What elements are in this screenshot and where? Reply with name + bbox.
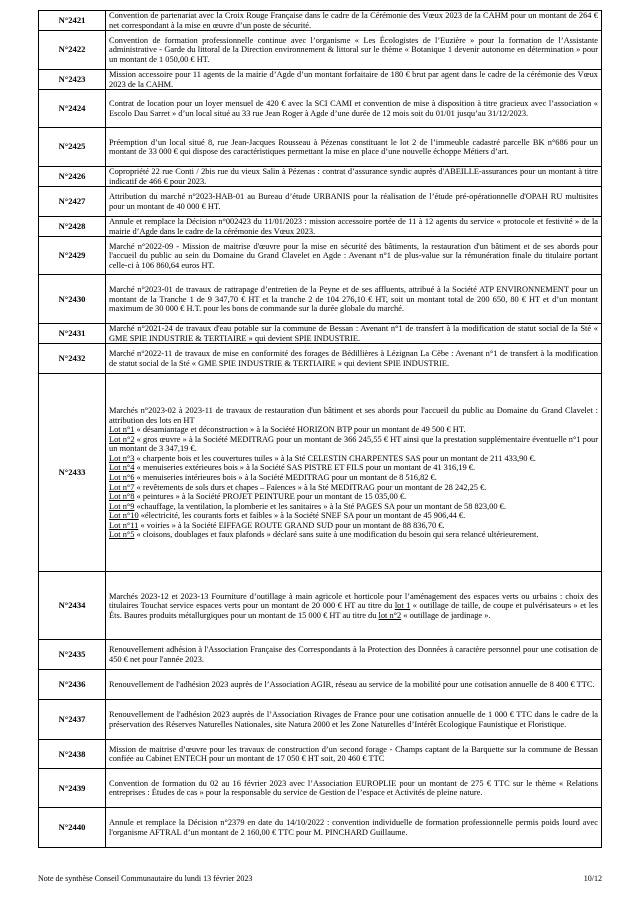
decision-text: Convention de formation professionnelle continue avec l’organisme « Les Écologistes de l’Euzière » pour la formation de l’Assistante administrative - Garde du littoral de la Direction environnement & littoral sur le thème « Botanique 1 devenir autonome en détermination » pour un montant de 1 050,00 € HT.	[106, 31, 602, 70]
text-segment: Marchés 2023-12 et 2023-13 Fourniture d’outillage à main agricole et horticole pour l’aménagement des espaces verts ou urbains : choix des titulaires Touchat service espaces verts pour un montant de 20 000 € HT au titre du	[109, 591, 598, 611]
lot-label: lot n°2	[378, 610, 402, 620]
table-row	[39, 70, 602, 90]
decision-number: N°2431	[39, 324, 106, 344]
lot-text: « menuiseries extérieures bois » à la Société SAS PISTRE ET FILS pour un montant de 41 316,19 €.	[134, 463, 476, 473]
lot-label: Lot n°9	[109, 501, 135, 511]
table-row	[39, 187, 602, 217]
table-row	[39, 700, 602, 740]
lot-text: « voiries » à la Société EIFFAGE ROUTE GRAND SUD pour un montant de 88 836,70 €.	[138, 520, 445, 530]
lots-intro: Marchés n°2023-02 à 2023-11 de travaux de restauration d'un bâtiment et ses abords pour l'accueil du public au Domaine du Grand Clavelet : attribution des lots en HT	[109, 406, 598, 425]
decision-text: Convention de formation du 02 au 16 février 2023 avec l’Association EUROPLIE pour un montant de 275 € TTC sur le thème « Relations entreprises : Études de cas » pour la responsable du service de Gestion de l’espace et Activités de pleine nature.	[106, 769, 602, 808]
decision-text: Annule et remplace la Décision n°002423 du 11/01/2023 : mission accessoire portée de 11 à 12 agents du service « protocole et festivité » de la mairie d’Agde dans le cadre de la cérémonie des Vœux 2023.	[106, 217, 602, 237]
lot-text: «électricité, les courants forts et faibles » à la Société SNEF SA pour un montant de 45 906,44 €.	[138, 511, 466, 521]
decision-text: Préemption d’un local situé 8, rue Jean-Jacques Rousseau à Pézenas constituant le lot 2 de l’immeuble cadastré parcelle BK n°686 pour un montant de 33 000 € qui dispose des caractéristiques permettant la mise en place d’une nouvelle échoppe Métiers d’art.	[106, 128, 602, 167]
decision-text: Mission de maitrise d’œuvre pour les travaux de construction d’un second forage - Champs captant de la Barquette sur la commune de Bessan confiée au Cabinet ENTECH pour un montant de 17 050 € HT soit, 20 460 € TTC	[106, 740, 602, 769]
decision-number: N°2426	[39, 167, 106, 187]
decision-number: N°2432	[39, 344, 106, 374]
table-row	[39, 344, 602, 374]
lot-label: Lot n°4	[109, 463, 135, 473]
table-row	[39, 90, 602, 128]
lot-line	[109, 492, 598, 502]
table-row	[39, 808, 602, 848]
lot-line	[109, 483, 598, 493]
table-row	[39, 237, 602, 275]
decision-number: N°2427	[39, 187, 106, 217]
lot-text: « cloisons, doublages et faux plafonds » déclaré sans suite à une modification du besoin qui sera relancé ultérieurement.	[134, 530, 539, 540]
decision-number: N°2435	[39, 640, 106, 670]
lot-line	[109, 454, 598, 464]
decision-text	[106, 374, 602, 572]
table-row	[39, 11, 602, 31]
table-row	[39, 769, 602, 808]
decision-text: Contrat de location pour un loyer mensuel de 420 € avec la SCI CAMI et convention de mise à disposition à titre gracieux avec l’association « Escolo Dau Sarret » d’un local situé au 33 rue Jean Roger à Agde d’une durée de 12 mois soit du 01/01 jusqu’au 31/12/2023.	[106, 90, 602, 128]
lot-label: Lot n°5	[109, 530, 135, 540]
decisions-table	[38, 10, 602, 848]
lot-line	[109, 435, 598, 454]
decision-text: Marché n°2021-24 de travaux d'eau potable sur la commune de Bessan : Avenant n°1 de transfert à la modification de statut social de la Sté « GME SPIE INDUSTRIE & TERTIAIRE » qui devient SPIE INDUSTRIE.	[106, 324, 602, 344]
lot-line	[109, 502, 598, 512]
table-row	[39, 572, 602, 640]
table-row	[39, 740, 602, 769]
decision-text: Renouvellement de l'adhésion 2023 auprès de l’Association AGIR, réseau au service de la mobilité pour une cotisation annuelle de 8 400 € TTC.	[106, 670, 602, 700]
decision-number: N°2422	[39, 31, 106, 70]
footer-title: Note de synthèse Conseil Communautaire du lundi 13 février 2023	[38, 874, 253, 883]
decision-number: N°2434	[39, 572, 106, 640]
lot-text: « revêtements de sols durs et chapes – Faïences » à la Sté MEDITRAG pour un montant de 28 242,25 €.	[134, 482, 487, 492]
decision-number: N°2440	[39, 808, 106, 848]
decision-text: Renouvellement adhésion à l'Association Française des Correspondants à la Protection des Données à caractère personnel pour une cotisation de 450 € net pour l'année 2023.	[106, 640, 602, 670]
text-segment: « outillage de taille, de coupe et pulvérisateurs » et les Éts. Baures produits métallurgiques pour un montant de 15 000 € HT au titre du	[109, 601, 598, 620]
lot-text: « désamiantage et déconstruction » à la Société HORIZON BTP pour un montant de 49 500 € HT.	[134, 425, 466, 435]
table-row	[39, 324, 602, 344]
decision-text: Marché n°2022-11 de travaux de mise en conformité des forages de Bédillières à Lézignan La Cèbe : Avenant n°1 de transfert à la modification de statut social de la Sté « GME SPIE INDUSTRIE & TERTIAIRE » qui devient SPIE INDUSTRIE.	[106, 344, 602, 374]
lot-line	[109, 463, 598, 473]
page-number: 10/12	[583, 874, 602, 883]
lot-line	[109, 521, 598, 531]
lot-line	[109, 425, 598, 435]
decision-text: Annule et remplace la Décision n°2379 en date du 14/10/2022 : convention individuelle de formation professionnelle permis poids lourd avec l'organisme AFTRAL d’un montant de 2 160,00 € TTC pour M. PINCHARD Guillaume.	[106, 808, 602, 848]
decision-text: Renouvellement de l'adhésion 2023 auprès de l’Association Rivages de France pour une cotisation annuelle de 1 000 € TTC dans le cadre de la préservation des Réserves Naturelles Nationales, site Natura 2000 et les Zone Naturelles d’Intérêt Ecologique Faunistique et Floristique.	[106, 700, 602, 740]
lot-line	[109, 473, 598, 483]
lot-label: Lot n°6	[109, 472, 135, 482]
decision-number: N°2438	[39, 740, 106, 769]
lot-label: Lot n°3	[109, 453, 135, 463]
decision-text	[106, 572, 602, 640]
decision-text: Convention de partenariat avec la Croix Rouge Française dans le cadre de la Cérémonie des Vœux 2023 de la CAHM pour un montant de 264 € net correspondant à la mise en œuvre d’un poste de sécurité.	[106, 11, 602, 31]
lot-label: Lot n°1	[109, 425, 135, 435]
decision-text: Marché n°2023-01 de travaux de rattrapage d’entretien de la Peyne et de ses affluents, attribué à la Société ATP ENVIRONNEMENT pour un montant de la Tranche 1 de 9 347,70 € HT et la tranche 2 de 104 276,10 € HT, soit un montant total de 200 650, 80 € HT et d’un montant maximum de 30 000 € H.T. pour les bons de commande sur la durée globale du marché.	[106, 275, 602, 324]
table-row	[39, 640, 602, 670]
lot-label: Lot n°2	[109, 434, 135, 444]
decision-text: Attribution du marché n°2023-HAB-01 au Bureau d’étude URBANIS pour la réalisation de l’étude pré-opérationnelle d'OPAH RU multisites pour un montant de 40 000 € HT.	[106, 187, 602, 217]
text-segment: « outillage de jardinage ».	[401, 610, 491, 620]
decision-number: N°2430	[39, 275, 106, 324]
lot-text: « menuiseries intérieures bois » à la Société MEDITRAG pour un montant de 8 516,82 €.	[134, 472, 437, 482]
decision-text: Copropriété 22 rue Conti / 2bis rue du vieux Salin à Pézenas : contrat d’assurance syndic auprès d'ABEILLE-assurances pour un montant à titre indicatif de 466 € pour 2023.	[106, 167, 602, 187]
table-row	[39, 275, 602, 324]
table-row	[39, 217, 602, 237]
lot-label: lot 1	[394, 601, 411, 611]
decision-number: N°2424	[39, 90, 106, 128]
decision-number: N°2429	[39, 237, 106, 275]
lot-text: « gros œuvre » à la Société MEDITRAG pour un montant de 366 245,55 € HT ainsi que la prestation supplémentaire éventuelle n°1 pour un montant de 3 347,19 €.	[109, 434, 598, 454]
lot-label: Lot n°8	[109, 492, 135, 502]
lot-line	[109, 511, 598, 521]
decision-number: N°2425	[39, 128, 106, 167]
table-row	[39, 167, 602, 187]
decision-number: N°2433	[39, 374, 106, 572]
lot-text: «chauffage, la ventilation, la plomberie et les sanitaires » à la Sté PAGES SA pour un montant de 58 823,00 €.	[134, 501, 506, 511]
table-row	[39, 670, 602, 700]
lot-text: « peintures » à la Société PROJET PEINTURE pour un montant de 15 035,00 €.	[134, 492, 407, 502]
lot-line	[109, 530, 598, 540]
decision-number: N°2423	[39, 70, 106, 90]
lot-label: Lot n°10	[109, 511, 139, 521]
table-row	[39, 374, 602, 572]
decision-number: N°2437	[39, 700, 106, 740]
table-row	[39, 128, 602, 167]
lot-label: Lot n°7	[109, 482, 135, 492]
decision-number: N°2428	[39, 217, 106, 237]
decision-text: Mission accessoire pour 11 agents de la mairie d’Agde d’un montant forfaitaire de 180 € brut par agent dans le cadre de la cérémonie des Vœux 2023 de la CAHM.	[106, 70, 602, 90]
table-row	[39, 31, 602, 70]
lot-label: Lot n°11	[109, 520, 139, 530]
decision-number: N°2439	[39, 769, 106, 808]
decision-number: N°2421	[39, 11, 106, 31]
decision-text: Marché n°2022-09 - Mission de maitrise d'œuvre pour la mise en sécurité des bâtiments, la restauration d'un bâtiment et de ses abords pour l'accueil du public au sein du Domaine du Grand Clavelet en Agde : Avenant n°1 de plus-value sur la rémunération finale du titulaire portant celle-ci à 106 860,64 euros HT.	[106, 237, 602, 275]
lot-text: « charpente bois et les couvertures tuiles » à la Sté CELESTIN CHARPENTES SAS pour un montant de 211 433,90 €.	[134, 453, 536, 463]
decision-number: N°2436	[39, 670, 106, 700]
